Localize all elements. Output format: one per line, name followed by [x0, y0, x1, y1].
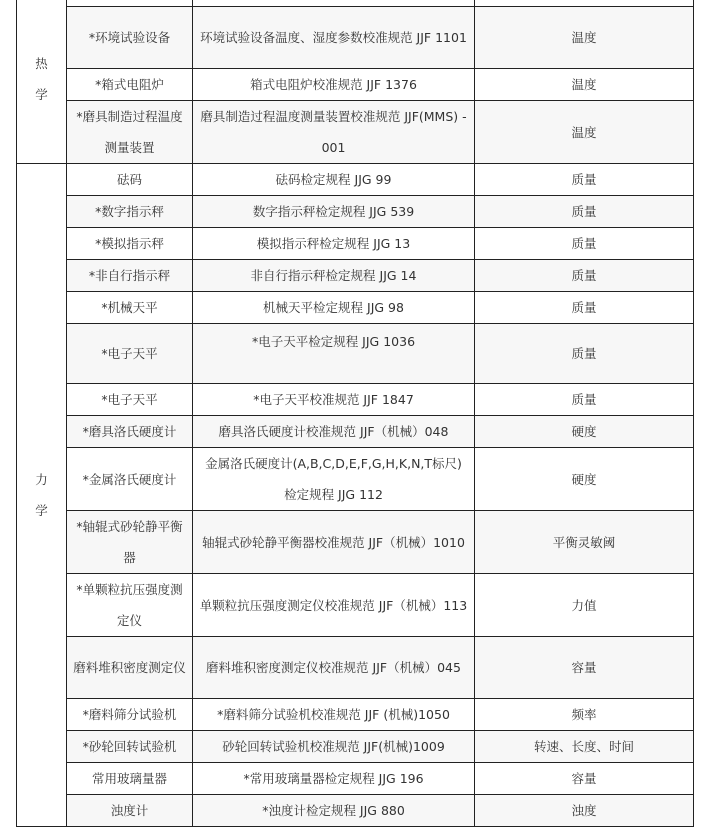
- measured-quantity: 容量: [475, 637, 694, 699]
- spec-standard: *浊度计检定规程 JJG 880: [193, 795, 475, 827]
- instrument-name: *磨料筛分试验机: [67, 699, 193, 731]
- spec-standard: 非自行指示秤检定规程 JJG 14: [193, 260, 475, 292]
- instrument-name: *箱式电阻炉: [67, 69, 193, 101]
- instrument-name: *电子天平: [67, 324, 193, 384]
- measured-quantity: 质量: [475, 228, 694, 260]
- category-char: 热: [35, 55, 48, 71]
- category-cell: [17, 164, 67, 827]
- instrument-name: 磨料堆积密度测定仪: [67, 637, 193, 699]
- spec-standard: *常用玻璃量器检定规程 JJG 196: [193, 763, 475, 795]
- table-row: [17, 511, 694, 574]
- table-row: [17, 196, 694, 228]
- spec-standard: 模拟指示秤检定规程 JJG 13: [193, 228, 475, 260]
- spec-standard: 砝码检定规程 JJG 99: [193, 164, 475, 196]
- table-row: [17, 416, 694, 448]
- measured-quantity: 硬度: [475, 448, 694, 511]
- instrument-name: *环境试验设备: [67, 7, 193, 69]
- measured-quantity: 质量: [475, 164, 694, 196]
- table-row: [17, 448, 694, 511]
- spec-standard: *电子天平校准规范 JJF 1847: [193, 384, 475, 416]
- table-row: [17, 69, 694, 101]
- measured-quantity: 温度: [475, 69, 694, 101]
- measured-quantity: 温度: [475, 7, 694, 69]
- table-row: [17, 731, 694, 763]
- table-row: [17, 228, 694, 260]
- instrument-name: *轴辊式砂轮静平衡器: [67, 511, 193, 574]
- spec-standard: 环境试验设备温度、湿度参数校准规范 JJF 1101: [193, 7, 475, 69]
- measured-quantity: 温度: [475, 101, 694, 164]
- measured-quantity: 容量: [475, 763, 694, 795]
- table-row: [17, 164, 694, 196]
- table-row: [17, 324, 694, 384]
- instrument-name: *磨具洛氏硬度计: [67, 416, 193, 448]
- spec-standard: 砂轮回转试验机校准规范 JJF(机械)1009: [193, 731, 475, 763]
- instrument-name: *单颗粒抗压强度测定仪: [67, 574, 193, 637]
- instrument-name: *砂轮回转试验机: [67, 731, 193, 763]
- spec-standard: *磨料筛分试验机校准规范 JJF (机械)1050: [193, 699, 475, 731]
- measured-quantity: 质量: [475, 292, 694, 324]
- spec-standard: 磨具制造过程温度测量装置校准规范 JJF(MMS) -001: [193, 101, 475, 164]
- instrument-name: *金属洛氏硬度计: [67, 448, 193, 511]
- table-row: [17, 292, 694, 324]
- spec-standard: 磨料堆积密度测定仪校准规范 JJF（机械）045: [193, 637, 475, 699]
- table-row: [17, 699, 694, 731]
- spec-standard: 磨具洛氏硬度计校准规范 JJF（机械）048: [193, 416, 475, 448]
- instrument-name: 常用玻璃量器: [67, 763, 193, 795]
- measured-quantity: 力值: [475, 574, 694, 637]
- spec-standard: 单颗粒抗压强度测定仪校准规范 JJF（机械）113: [193, 574, 475, 637]
- table-row: [17, 384, 694, 416]
- table-row: [17, 260, 694, 292]
- instrument-name: *磨具制造过程温度测量装置: [67, 101, 193, 164]
- measured-quantity: 硬度: [475, 416, 694, 448]
- instrument-name: 砝码: [67, 164, 193, 196]
- table-row: [17, 763, 694, 795]
- table-row: [17, 637, 694, 699]
- instrument-name: *电子天平: [67, 384, 193, 416]
- spec-standard: *电子天平检定规程 JJG 1036: [193, 324, 475, 384]
- table-row: [17, 574, 694, 637]
- spec-standard: 金属洛氏硬度计(A,B,C,D,E,F,G,H,K,N,T标尺)检定规程 JJG 112: [193, 448, 475, 511]
- category-char: 力: [35, 472, 48, 487]
- table-row: [17, 7, 694, 69]
- table-row: [17, 795, 694, 827]
- instrument-name: *机械天平: [67, 292, 193, 324]
- instrument-name: *非自行指示秤: [67, 260, 193, 292]
- category-char: 学: [35, 503, 48, 518]
- spec-standard: 机械天平检定规程 JJG 98: [193, 292, 475, 324]
- measured-quantity: 质量: [475, 384, 694, 416]
- spec-standard: 轴辊式砂轮静平衡器校准规范 JJF（机械）1010: [193, 511, 475, 574]
- calibration-table: [16, 0, 694, 827]
- measured-quantity: 质量: [475, 324, 694, 384]
- measured-quantity: 平衡灵敏阈: [475, 511, 694, 574]
- instrument-name: *数字指示秤: [67, 196, 193, 228]
- instrument-name: *模拟指示秤: [67, 228, 193, 260]
- measured-quantity: 质量: [475, 196, 694, 228]
- instrument-name: 浊度计: [67, 795, 193, 827]
- measured-quantity: 频率: [475, 699, 694, 731]
- category-cell: [17, 0, 67, 164]
- category-char: 学: [35, 86, 48, 102]
- spec-standard: 数字指示秤检定规程 JJG 539: [193, 196, 475, 228]
- table-row: [17, 101, 694, 164]
- spec-standard: 箱式电阻炉校准规范 JJF 1376: [193, 69, 475, 101]
- measured-quantity: 质量: [475, 260, 694, 292]
- measured-quantity: 浊度: [475, 795, 694, 827]
- measured-quantity: 转速、长度、时间: [475, 731, 694, 763]
